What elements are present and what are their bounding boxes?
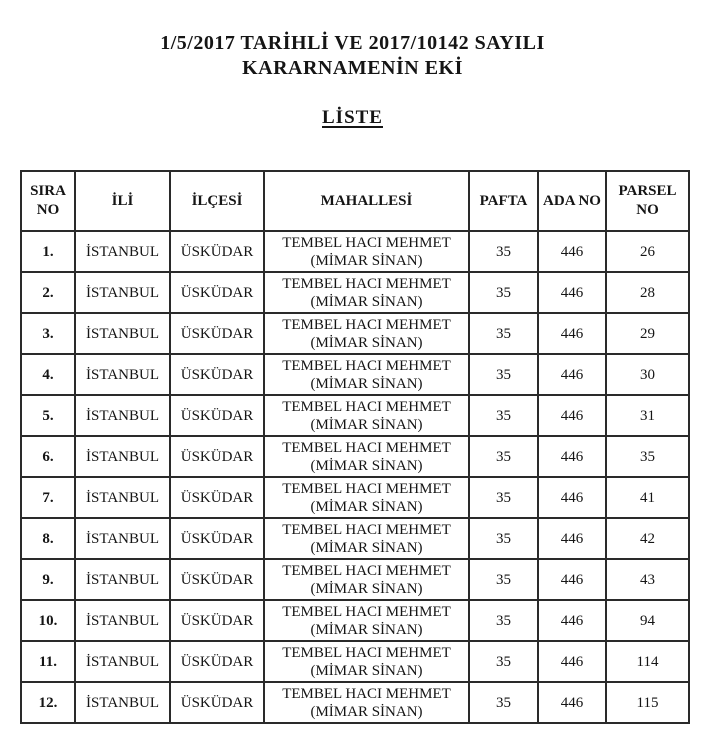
cell-pafta: 35 (469, 231, 538, 272)
list-heading: LİSTE (322, 107, 383, 128)
table-body (21, 231, 689, 723)
cell-pafta: 35 (469, 354, 538, 395)
col-header-ada-no: ADA NO (538, 171, 606, 231)
cell-mahallesi (264, 436, 469, 477)
cell-parsel-no: 30 (606, 354, 689, 395)
mahallesi-line-2: (MİMAR SİNAN) (310, 703, 423, 720)
table-row (21, 436, 689, 477)
cell-mahallesi (264, 477, 469, 518)
cell-sira-no: 8. (21, 518, 75, 559)
cell-pafta: 35 (469, 641, 538, 682)
table-row (21, 559, 689, 600)
table-row (21, 518, 689, 559)
cell-ada-no: 446 (538, 436, 606, 477)
cell-ilcesi: ÜSKÜDAR (170, 313, 264, 354)
cell-ada-no: 446 (538, 395, 606, 436)
cell-ili: İSTANBUL (75, 313, 170, 354)
cell-ada-no: 446 (538, 354, 606, 395)
cell-ada-no: 446 (538, 272, 606, 313)
cell-ili: İSTANBUL (75, 395, 170, 436)
cell-mahallesi (264, 231, 469, 272)
col-header-mahallesi: MAHALLESİ (264, 171, 469, 231)
cell-pafta: 35 (469, 477, 538, 518)
title-line-2: KARARNAMENİN EKİ (242, 57, 463, 79)
cell-parsel-no: 41 (606, 477, 689, 518)
cell-pafta: 35 (469, 395, 538, 436)
table-header (21, 171, 689, 231)
mahallesi-line-2: (MİMAR SİNAN) (310, 539, 423, 556)
cell-ili: İSTANBUL (75, 518, 170, 559)
title-line-1: 1/5/2017 TARİHLİ VE 2017/10142 SAYILI (160, 32, 545, 54)
cell-mahallesi (264, 272, 469, 313)
mahallesi-line-1: TEMBEL HACI MEHMET (282, 275, 451, 292)
cell-ilcesi: ÜSKÜDAR (170, 600, 264, 641)
mahallesi-line-2: (MİMAR SİNAN) (310, 621, 423, 638)
cell-ilcesi: ÜSKÜDAR (170, 559, 264, 600)
cell-ada-no: 446 (538, 682, 606, 723)
col-header-pafta: PAFTA (469, 171, 538, 231)
cell-ilcesi: ÜSKÜDAR (170, 682, 264, 723)
cell-parsel-no: 94 (606, 600, 689, 641)
cell-ada-no: 446 (538, 641, 606, 682)
cell-pafta: 35 (469, 272, 538, 313)
mahallesi-line-1: TEMBEL HACI MEHMET (282, 644, 451, 661)
cell-mahallesi (264, 313, 469, 354)
cell-pafta: 35 (469, 559, 538, 600)
cell-ada-no: 446 (538, 600, 606, 641)
table-row (21, 313, 689, 354)
cell-parsel-no: 28 (606, 272, 689, 313)
cell-ada-no: 446 (538, 477, 606, 518)
table-row (21, 600, 689, 641)
cell-parsel-no: 31 (606, 395, 689, 436)
cell-ada-no: 446 (538, 231, 606, 272)
cell-pafta: 35 (469, 518, 538, 559)
mahallesi-line-1: TEMBEL HACI MEHMET (282, 685, 451, 702)
cell-sira-no: 12. (21, 682, 75, 723)
cell-ilcesi: ÜSKÜDAR (170, 231, 264, 272)
cell-ili: İSTANBUL (75, 641, 170, 682)
cell-mahallesi (264, 518, 469, 559)
cell-parsel-no: 42 (606, 518, 689, 559)
table-row (21, 682, 689, 723)
cell-mahallesi (264, 354, 469, 395)
mahallesi-line-1: TEMBEL HACI MEHMET (282, 603, 451, 620)
mahallesi-line-1: TEMBEL HACI MEHMET (282, 439, 451, 456)
cell-pafta: 35 (469, 600, 538, 641)
cell-sira-no: 11. (21, 641, 75, 682)
cell-parsel-no: 115 (606, 682, 689, 723)
table-row (21, 272, 689, 313)
cell-ada-no: 446 (538, 559, 606, 600)
mahallesi-line-1: TEMBEL HACI MEHMET (282, 521, 451, 538)
mahallesi-line-2: (MİMAR SİNAN) (310, 416, 423, 433)
cell-mahallesi (264, 395, 469, 436)
cell-sira-no: 2. (21, 272, 75, 313)
cell-parsel-no: 35 (606, 436, 689, 477)
mahallesi-line-1: TEMBEL HACI MEHMET (282, 562, 451, 579)
cell-mahallesi (264, 641, 469, 682)
mahallesi-line-2: (MİMAR SİNAN) (310, 457, 423, 474)
table-row (21, 641, 689, 682)
mahallesi-line-2: (MİMAR SİNAN) (310, 375, 423, 392)
cell-ili: İSTANBUL (75, 231, 170, 272)
mahallesi-line-2: (MİMAR SİNAN) (310, 498, 423, 515)
col-header-ilcesi: İLÇESİ (170, 171, 264, 231)
cell-sira-no: 3. (21, 313, 75, 354)
cell-ili: İSTANBUL (75, 272, 170, 313)
table-header-row (21, 171, 689, 231)
cell-mahallesi (264, 682, 469, 723)
table-row (21, 354, 689, 395)
col-header-ili: İLİ (75, 171, 170, 231)
cell-ilcesi: ÜSKÜDAR (170, 436, 264, 477)
mahallesi-line-1: TEMBEL HACI MEHMET (282, 316, 451, 333)
cell-ada-no: 446 (538, 518, 606, 559)
cell-sira-no: 10. (21, 600, 75, 641)
cell-sira-no: 6. (21, 436, 75, 477)
col-header-parsel-no: PARSEL NO (606, 171, 689, 231)
mahallesi-line-2: (MİMAR SİNAN) (310, 252, 423, 269)
document-title (0, 31, 705, 81)
mahallesi-line-1: TEMBEL HACI MEHMET (282, 234, 451, 251)
cell-ilcesi: ÜSKÜDAR (170, 518, 264, 559)
cell-pafta: 35 (469, 682, 538, 723)
mahallesi-line-2: (MİMAR SİNAN) (310, 580, 423, 597)
cell-ili: İSTANBUL (75, 354, 170, 395)
cell-ilcesi: ÜSKÜDAR (170, 477, 264, 518)
cell-ilcesi: ÜSKÜDAR (170, 272, 264, 313)
cell-sira-no: 1. (21, 231, 75, 272)
col-header-sira-no: SIRA NO (21, 171, 75, 231)
parcel-table (20, 170, 690, 724)
cell-ili: İSTANBUL (75, 600, 170, 641)
cell-sira-no: 5. (21, 395, 75, 436)
cell-mahallesi (264, 600, 469, 641)
cell-pafta: 35 (469, 436, 538, 477)
cell-ili: İSTANBUL (75, 436, 170, 477)
cell-ilcesi: ÜSKÜDAR (170, 641, 264, 682)
cell-ilcesi: ÜSKÜDAR (170, 395, 264, 436)
cell-parsel-no: 114 (606, 641, 689, 682)
cell-ada-no: 446 (538, 313, 606, 354)
mahallesi-line-1: TEMBEL HACI MEHMET (282, 357, 451, 374)
cell-sira-no: 7. (21, 477, 75, 518)
cell-parsel-no: 29 (606, 313, 689, 354)
cell-pafta: 35 (469, 313, 538, 354)
table-row (21, 477, 689, 518)
cell-parsel-no: 43 (606, 559, 689, 600)
mahallesi-line-1: TEMBEL HACI MEHMET (282, 398, 451, 415)
cell-ili: İSTANBUL (75, 682, 170, 723)
mahallesi-line-2: (MİMAR SİNAN) (310, 293, 423, 310)
mahallesi-line-1: TEMBEL HACI MEHMET (282, 480, 451, 497)
cell-ilcesi: ÜSKÜDAR (170, 354, 264, 395)
cell-ili: İSTANBUL (75, 559, 170, 600)
cell-sira-no: 9. (21, 559, 75, 600)
cell-ili: İSTANBUL (75, 477, 170, 518)
mahallesi-line-2: (MİMAR SİNAN) (310, 334, 423, 351)
cell-sira-no: 4. (21, 354, 75, 395)
cell-mahallesi (264, 559, 469, 600)
table-row (21, 231, 689, 272)
table-row (21, 395, 689, 436)
mahallesi-line-2: (MİMAR SİNAN) (310, 662, 423, 679)
cell-parsel-no: 26 (606, 231, 689, 272)
